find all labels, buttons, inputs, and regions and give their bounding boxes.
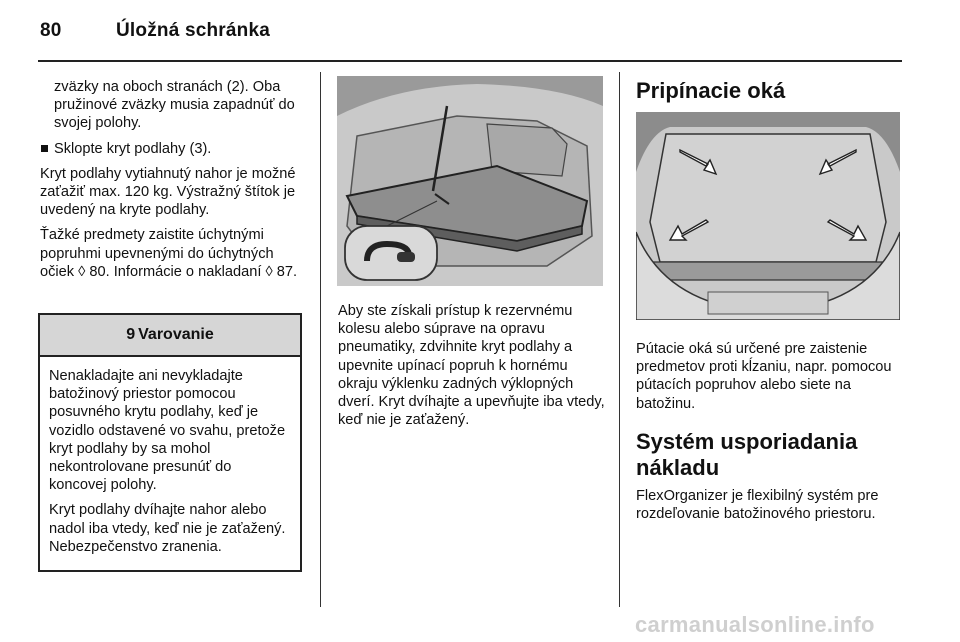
- page-ref-link-2[interactable]: 87: [276, 263, 293, 280]
- page-number: 80: [40, 20, 62, 41]
- p3-text-mid: . Informácie o nakladaní: [105, 263, 266, 280]
- bullet-item: [40, 140, 306, 158]
- p3-text-start: Ťažké predmety zaistite úchytnými popruhmi upevnenými do úchytných očiek: [40, 227, 274, 280]
- left-column: [40, 78, 306, 288]
- section-title-tie-down-eyes: Pripínacie oká: [636, 78, 786, 103]
- warning-paragraph-2: Kryt podlahy dvíhajte nahor alebo nadol iba vtedy, keď nie je zaťažený. Nebezpečenstvo zranenia.: [49, 502, 286, 555]
- section-title-load-organizer: Systém usporiadania nákladu: [636, 428, 858, 480]
- column-divider-1: [320, 72, 321, 607]
- column-divider-2: [619, 72, 620, 607]
- left-paragraph-3: [40, 226, 306, 281]
- p3-text-end: .: [292, 263, 298, 280]
- bullet-square-icon: [41, 145, 48, 152]
- middle-column: [338, 302, 610, 436]
- page-header: [40, 20, 270, 42]
- trunk-drawing: [636, 112, 900, 320]
- bullet-text: Sklopte kryt podlahy (3).: [54, 140, 212, 157]
- warning-body: [40, 357, 300, 556]
- floor-cover-drawing: [337, 76, 603, 286]
- warning-paragraph-1: Nenakladajte ani nevykladajte batožinový priestor pomocou posuvného krytu podlahy, keď je vozidlo odstavené vo svahu, pretože kryt podlahy by sa mohol nekontrolovane presunúť do koncovej polohy.: [49, 368, 286, 494]
- middle-paragraph-1: Aby ste získali prístup k rezervnému kolesu alebo súprave na opravu pneumatiky, zdvihnite kryt podlahy a upevnite upínací popruh k hornému okraju výklenku zadných výklopných dverí. Kryt dvíhajte a upevňujte iba vtedy, keď nie je zaťažený.: [338, 303, 605, 429]
- left-paragraph-2: Kryt podlahy vytiahnutý nahor je možné zaťažiť max. 120 kg. Výstražný štítok je uvedený na kryte podlahy.: [40, 165, 296, 219]
- right-column-bottom: [636, 340, 906, 530]
- header-rule: [38, 60, 902, 62]
- floor-cover-illustration: [337, 76, 603, 286]
- right-paragraph-2: FlexOrganizer je flexibilný systém pre rozdeľovanie batožinového priestoru.: [636, 487, 879, 523]
- warning-box: [38, 313, 302, 572]
- right-paragraph-1: Pútacie oká sú určené pre zaistenie predmetov proti kĺzaniu, napr. pomocou pútacích popruhov alebo siete na batožinu.: [636, 341, 892, 412]
- page-ref-icon: ◊: [265, 263, 273, 280]
- tie-down-eyes-illustration: [636, 112, 900, 320]
- page-title: Úložná schránka: [116, 20, 270, 41]
- left-paragraph-1: zväzky na oboch stranách (2). Oba pružinové zväzky musia zapadnúť do svojej polohy.: [54, 79, 295, 132]
- watermark: carmanualsonline.info: [635, 612, 875, 637]
- warning-header: [40, 315, 300, 357]
- page-ref-icon: ◊: [78, 263, 86, 280]
- page-ref-link-1[interactable]: 80: [89, 263, 106, 280]
- warning-symbol-icon: 9: [126, 326, 136, 343]
- warning-title: Varovanie: [138, 326, 214, 343]
- right-column-top: [636, 78, 906, 104]
